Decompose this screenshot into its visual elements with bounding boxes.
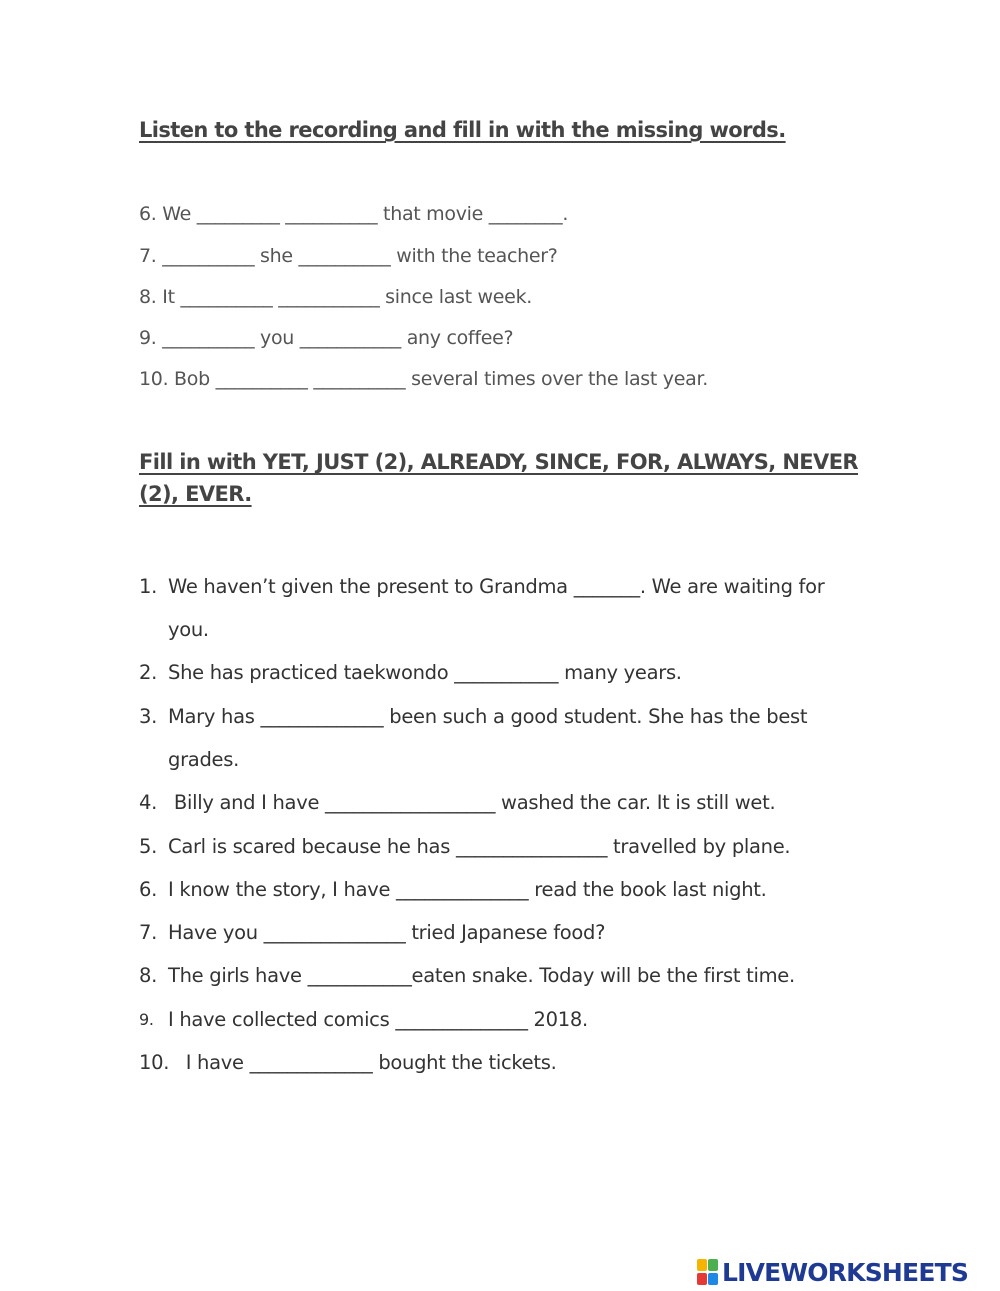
- item-text: We haven’t given the present to Grandma _______. We are waiting for you.: [168, 575, 825, 641]
- listen-item: 9. __________ you ___________ any coffee?: [139, 327, 514, 349]
- item-number: 1.: [139, 575, 158, 598]
- item-text: She has practiced taekwondo ___________ many years.: [168, 661, 682, 684]
- list-item: [139, 565, 859, 651]
- listen-item: 6. We _________ __________ that movie ________.: [139, 203, 569, 225]
- section-2-heading: Fill in with YET, JUST (2), ALREADY, SINCE, FOR, ALWAYS, NEVER (2), EVER.: [139, 450, 859, 506]
- listen-item: 8. It __________ ___________ since last week.: [139, 286, 533, 308]
- listen-item: 10. Bob __________ __________ several times over the last year.: [139, 368, 708, 390]
- item-number: 3.: [139, 705, 158, 728]
- section-1-heading: Listen to the recording and fill in with the missing words.: [139, 118, 786, 142]
- list-item: [139, 868, 859, 911]
- item-number: 2.: [139, 661, 158, 684]
- logo-icon: [697, 1257, 719, 1287]
- item-text: The girls have ___________eaten snake. Today will be the first time.: [168, 964, 795, 987]
- item-text: Carl is scared because he has ________________ travelled by plane.: [168, 835, 791, 858]
- item-number: 4.: [139, 791, 158, 814]
- item-number: 8.: [139, 964, 158, 987]
- item-text: Billy and I have __________________ washed the car. It is still wet.: [168, 791, 776, 814]
- item-text: I have _____________ bought the tickets.: [168, 1051, 557, 1074]
- list-item: [139, 1041, 859, 1084]
- liveworksheets-logo: [697, 1255, 968, 1289]
- item-number: 7.: [139, 921, 158, 944]
- list-item: [139, 695, 859, 781]
- item-number: 5.: [139, 835, 158, 858]
- item-text: I know the story, I have ______________ read the book last night.: [168, 878, 767, 901]
- item-number: 6.: [139, 878, 158, 901]
- list-item: [139, 825, 859, 868]
- list-item: [139, 998, 859, 1041]
- list-item: [139, 954, 859, 997]
- list-item: [139, 781, 859, 824]
- item-text: I have collected comics ______________ 2018.: [168, 1008, 588, 1031]
- list-item: [139, 911, 859, 954]
- item-number: 9.: [139, 1010, 154, 1029]
- item-text: Have you _______________ tried Japanese food?: [168, 921, 606, 944]
- listen-item: 7. __________ she __________ with the teacher?: [139, 245, 558, 267]
- item-number: 10.: [139, 1051, 170, 1074]
- logo-text: LIVEWORKSHEETS: [722, 1257, 969, 1287]
- list-item: [139, 651, 859, 694]
- item-text: Mary has _____________ been such a good student. She has the best grades.: [168, 705, 808, 771]
